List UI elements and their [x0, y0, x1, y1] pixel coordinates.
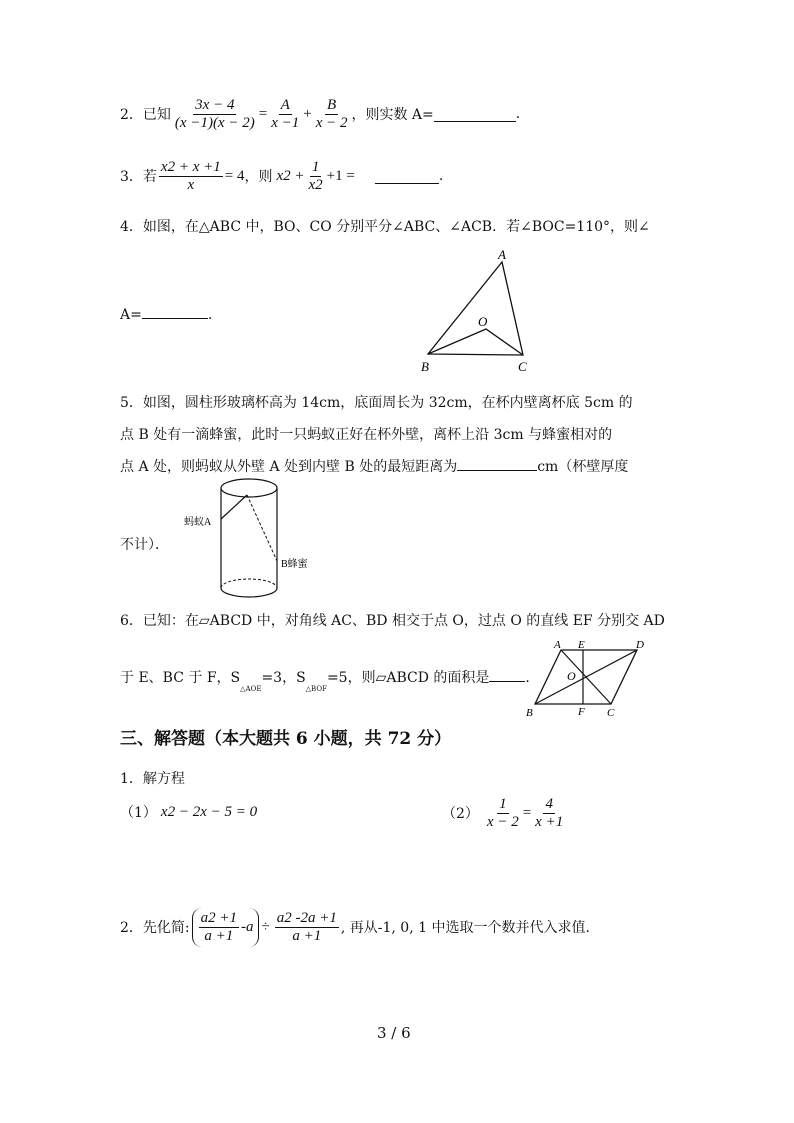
fraction-left: $\frac{1}{x - 2}$	[486, 795, 519, 830]
question-text: 2．先化简:	[120, 920, 190, 936]
fraction-term-b: $\frac{B}{x - 2}$	[315, 96, 348, 131]
ant-path-solid	[221, 495, 247, 519]
problem-1-title: 1．解方程	[120, 771, 185, 787]
math-term: x2 +	[276, 167, 305, 184]
label-f: F	[578, 706, 585, 718]
section-heading: 三、解答题（本大题共 6 小题，共 72 分）	[120, 729, 452, 749]
label-e: E	[578, 639, 585, 651]
question-text: ，则	[244, 169, 273, 185]
fraction-right: $\frac{4}{x +1}$	[535, 795, 564, 830]
subscript: △AOE	[240, 685, 262, 693]
question-text: =3，S	[261, 670, 306, 686]
plus-sign: +	[303, 105, 312, 122]
question-text: =5，则▱ABCD 的面积是	[326, 670, 490, 686]
answer-blank[interactable]	[142, 304, 208, 319]
question-text: ，则实数 A=	[351, 107, 434, 123]
bisector-lines	[428, 329, 523, 355]
period: .	[207, 307, 213, 323]
fraction-a2-plus-1: $\frac{a2 +1}{a +1}$	[200, 909, 237, 944]
problem-2	[120, 902, 590, 952]
answer-blank[interactable]	[375, 169, 439, 184]
equation: x2 − 2x − 5 = 0	[160, 803, 258, 820]
period: .	[515, 106, 521, 122]
fraction-reciprocal: $\frac{1}{x2}$	[308, 158, 323, 193]
problem-1-part1	[120, 801, 257, 823]
answer-blank[interactable]	[434, 107, 516, 122]
diagonal-bd	[535, 650, 637, 704]
part-label: （1）	[120, 805, 157, 821]
fraction-lhs: $\frac{3x - 4}{(x -1)(x - 2)}$	[174, 96, 255, 131]
paren-group	[192, 908, 259, 947]
page-number: 3 / 6	[377, 1024, 411, 1042]
question-text: 若	[142, 169, 157, 185]
label-b: B	[421, 359, 429, 374]
label-ant-a: 蚂蚁A	[184, 517, 212, 528]
label-c: C	[518, 359, 527, 374]
label-a: A	[498, 247, 506, 262]
label-c: C	[607, 707, 615, 719]
question-text: 点 A 处，则蚂蚁从外壁 A 处到内壁 B 处的最短距离为	[120, 459, 458, 475]
triangle-diagram	[415, 245, 540, 377]
equals-sign: =	[258, 105, 268, 122]
parallelogram-diagram	[520, 637, 650, 719]
fraction-divisor: $\frac{a2 -2a +1}{a +1}$	[276, 909, 337, 944]
question-text: , 再从-1, 0, 1 中选取一个数并代入求值.	[340, 920, 590, 936]
cylinder-top	[221, 479, 277, 497]
question-3	[120, 156, 443, 196]
cylinder-bottom-back	[221, 579, 277, 588]
cylinder-bottom-front	[221, 588, 277, 597]
fraction-term-a: $\frac{A}{x -1}$	[271, 96, 300, 131]
question-4-line1: 4．如图，在△ABC 中，BO、CO 分别平分∠ABC、∠ACB．若∠BOC=110°，则∠	[120, 219, 650, 235]
question-4-line2	[120, 304, 212, 323]
ant-path-dashed	[247, 495, 277, 561]
question-text: 于 E、BC 于 F，S	[120, 670, 241, 686]
question-2	[120, 94, 520, 134]
problem-1-part2	[442, 792, 567, 834]
period: .	[438, 168, 444, 184]
question-5-line3	[120, 456, 628, 476]
triangle-abc	[428, 262, 523, 355]
label-d: D	[636, 639, 644, 651]
equals-sign: =	[522, 804, 532, 821]
fraction-given: $\frac{x2 + x +1}{x}$	[160, 158, 221, 193]
question-text: 已知	[142, 107, 171, 123]
label-o: O	[567, 669, 576, 683]
division-sign: ÷	[261, 918, 270, 935]
answer-blank[interactable]	[457, 456, 537, 471]
question-5-line4: 不计）．	[120, 537, 169, 553]
label-o: O	[478, 314, 488, 329]
label-b: B	[526, 707, 533, 719]
question-5-line2: 点 B 处有一滴蜂蜜，此时一只蚂蚁正好在杯外壁，离杯上沿 3cm 与蜂蜜相对的	[120, 427, 613, 443]
question-5-line1: 5．如图，圆柱形玻璃杯高为 14cm，底面周长为 32cm，在杯内壁离杯底 5cm 的	[120, 395, 633, 411]
math-term: -a	[241, 918, 254, 935]
math-term: +1 =	[326, 167, 355, 184]
part-label: （2）	[442, 806, 479, 822]
subscript: △BOF	[305, 685, 327, 693]
equation-value: = 4	[224, 167, 245, 184]
answer-prefix: A=	[120, 307, 142, 323]
question-6-line1: 6．已知：在▱ABCD 中，对角线 AC、BD 相交于点 O，过点 O 的直线 EF 分别交 AD	[120, 613, 665, 629]
question-number: 2．	[120, 107, 143, 123]
label-a: A	[554, 639, 561, 651]
label-honey-b: B蜂蜜	[281, 559, 308, 570]
question-number: 3．	[120, 169, 143, 185]
question-text: cm（杯壁厚度	[537, 459, 629, 475]
period: .	[525, 670, 530, 686]
question-6-line2	[120, 667, 530, 693]
cylinder-diagram	[178, 475, 328, 601]
